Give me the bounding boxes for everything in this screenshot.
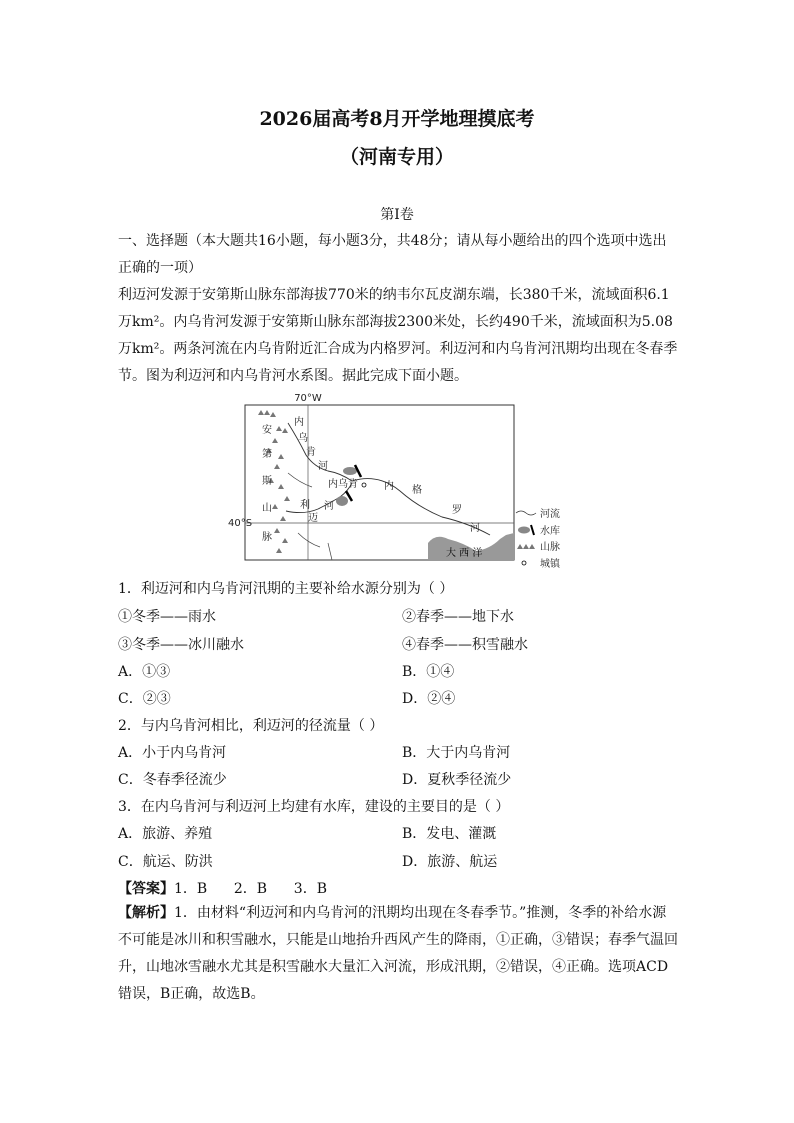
- question-3-stem: 3．在内乌肯河与利迈河上均建有水库，建设的主要目的是（ ）: [118, 799, 510, 815]
- analysis-text: 1．由材料“利迈河和内乌肯河的汛期均出现在冬春季节。”推测，冬季的补给水源不可能是冰川和积雪融水，只能是山地抬升西风产生的降雨，①正确，③错误；春季气温回升，山地冰雪融水尤其是积雪融水大量汇入河流，形成汛期，②错误，④正确。选项ACD错误，B正确，故选B。: [118, 905, 678, 1002]
- q2-option-d: D．夏秋季径流少: [402, 772, 512, 788]
- legend-town: 城镇: [540, 559, 560, 570]
- answer-text: 1．B 2．B 3．B: [174, 881, 327, 897]
- q1-statement-3: ③冬季——冰川融水: [118, 637, 244, 653]
- q3-option-c: C．航运、防洪: [118, 854, 213, 870]
- reservoir-neuquen: [343, 467, 357, 475]
- map-frame: [245, 405, 514, 560]
- q1-statement-4: ④春季——积雪融水: [402, 637, 528, 653]
- q1-option-a: A．①③: [118, 664, 171, 680]
- town-legend-icon: [522, 561, 526, 565]
- river-map: [228, 393, 573, 573]
- andes-label-4: 山: [262, 503, 272, 514]
- neuquen-label-2: 乌: [298, 433, 308, 444]
- andes-label-1: 安: [262, 425, 272, 436]
- limay-label-2: 迈: [308, 513, 318, 524]
- section-heading: 第Ⅰ卷: [380, 207, 414, 223]
- legend-river: 河流: [540, 509, 560, 520]
- neuquen-label-1: 内: [294, 417, 304, 428]
- longitude-label: 70°W: [294, 393, 322, 404]
- q1-option-c: C．②③: [118, 691, 171, 707]
- andes-label-5: 脉: [262, 532, 272, 543]
- q2-option-b: B．大于内乌肯河: [402, 745, 511, 761]
- neuquen-label-3: 肯: [306, 447, 316, 458]
- instructions: 一、选择题（本大题共16小题，每小题3分，共48分；请从每小题给出的四个选项中选出正确的一项）: [118, 233, 667, 276]
- answer-line: [118, 878, 327, 898]
- ocean-label: 大 西 洋: [446, 548, 483, 559]
- andes-label-3: 斯: [262, 476, 272, 487]
- mountain-legend-icon: [517, 544, 535, 549]
- q1-option-b: B．①④: [402, 664, 455, 680]
- document-title: 2026届高考8月开学地理摸底考: [259, 108, 535, 130]
- latitude-label: 40°S: [228, 518, 253, 529]
- reservoir-limay: [336, 496, 348, 506]
- passage: 利迈河发源于安第斯山脉东部海拔770米的纳韦尔瓦皮湖东端，长380千米，流域面积6.1万km²。内乌肯河发源于安第斯山脉东部海拔2300米处，长约490千米，流域面积为5.08万km²。两条河流在内乌肯附近汇合成为内格罗河。利迈河和内乌肯河汛期均出现在冬春季节。图为利迈河和内乌肯河水系图。据此完成下面小题。: [118, 287, 678, 384]
- city-label: 内乌肯: [328, 479, 358, 490]
- negro-label-2: 格: [412, 485, 422, 496]
- town-marker: [362, 483, 366, 487]
- q1-option-d: D．②④: [402, 691, 456, 707]
- answer-label: 【答案】: [118, 881, 174, 897]
- limay-label-3: 河: [324, 501, 334, 512]
- q2-option-c: C．冬春季径流少: [118, 772, 227, 788]
- q3-option-d: D．旅游、航运: [402, 854, 498, 870]
- analysis-label: 【解析】: [118, 905, 174, 921]
- neuquen-label-4: 河: [318, 461, 328, 472]
- q1-statement-1: ①冬季——雨水: [118, 609, 216, 625]
- q3-option-a: A．旅游、养殖: [118, 826, 213, 842]
- river-legend-icon: [516, 511, 536, 515]
- negro-label-1: 内: [384, 481, 394, 492]
- question-1-stem: 1．利迈河和内乌肯河汛期的主要补给水源分别为（ ）: [118, 581, 454, 597]
- analysis-block: [118, 900, 678, 1008]
- legend-mountain: 山脉: [540, 542, 560, 553]
- q2-option-a: A．小于内乌肯河: [118, 745, 227, 761]
- q3-option-b: B．发电、灌溉: [402, 826, 497, 842]
- reservoir-legend-icon: [518, 527, 530, 534]
- document-subtitle: （河南专用）: [339, 146, 454, 168]
- question-2-stem: 2．与内乌肯河相比，利迈河的径流量（ ）: [118, 718, 384, 734]
- andes-label-2: 第: [262, 449, 272, 460]
- q1-statement-2: ②春季——地下水: [402, 609, 514, 625]
- dam-legend-icon: [531, 525, 534, 535]
- negro-label-3: 罗: [452, 505, 462, 516]
- map-legend: [516, 507, 561, 570]
- negro-label-4: 河: [470, 523, 480, 534]
- legend-reservoir: 水库: [540, 526, 560, 537]
- limay-label-1: 利: [300, 500, 310, 511]
